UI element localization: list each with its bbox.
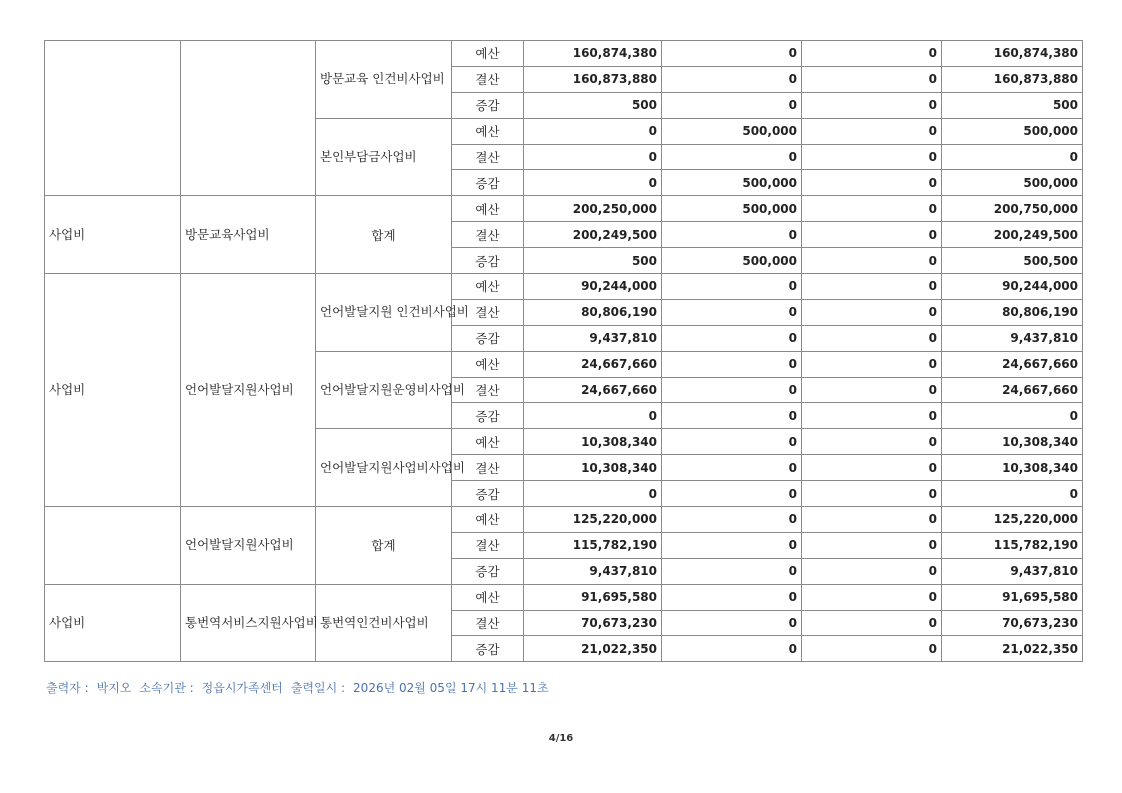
amount-cell: 500,000 [662,118,802,144]
amount-cell: 0 [662,144,802,170]
row-kind: 예산 [452,507,524,533]
row-kind: 결산 [452,610,524,636]
amount-cell: 0 [662,558,802,584]
amount-cell: 24,667,660 [942,377,1083,403]
row-kind: 예산 [452,196,524,222]
amount-cell: 0 [802,584,942,610]
table-row [45,41,1083,67]
amount-cell: 0 [802,299,942,325]
row-kind: 결산 [452,299,524,325]
category-cell [45,41,181,196]
amount-cell: 0 [802,403,942,429]
row-kind: 예산 [452,118,524,144]
amount-cell: 0 [802,377,942,403]
amount-cell: 0 [802,610,942,636]
subcategory-cell: 언어발달지원사업비 [181,274,316,507]
amount-cell: 0 [662,584,802,610]
amount-cell: 115,782,190 [524,532,662,558]
row-kind: 증감 [452,170,524,196]
amount-cell: 200,249,500 [524,222,662,248]
row-kind: 결산 [452,377,524,403]
amount-cell: 0 [802,351,942,377]
table-row [45,507,1083,533]
row-kind: 증감 [452,92,524,118]
amount-cell: 10,308,340 [942,455,1083,481]
amount-cell: 0 [802,274,942,300]
row-kind: 예산 [452,351,524,377]
amount-cell: 0 [524,403,662,429]
table-row [45,274,1083,300]
amount-cell: 500,000 [942,118,1083,144]
total-label-cell: 합계 [316,507,452,585]
amount-cell: 160,874,380 [524,41,662,67]
amount-cell: 9,437,810 [942,558,1083,584]
print-time-value: 2026년 02월 05일 17시 11분 11초 [353,681,549,695]
org-name: 정읍시가족센터 [201,681,283,695]
amount-cell: 500,000 [662,170,802,196]
amount-cell: 21,022,350 [942,636,1083,662]
amount-cell: 200,750,000 [942,196,1083,222]
amount-cell: 0 [524,144,662,170]
row-kind: 증감 [452,558,524,584]
amount-cell: 500,000 [942,170,1083,196]
amount-cell: 0 [802,532,942,558]
amount-cell: 0 [802,196,942,222]
amount-cell: 500,500 [942,248,1083,274]
table-row [45,196,1083,222]
item-name-cell: 언어발달지원운영비사업비 [316,351,452,429]
amount-cell: 0 [662,351,802,377]
amount-cell: 80,806,190 [942,299,1083,325]
amount-cell: 0 [662,507,802,533]
category-cell: 사업비 [45,274,181,507]
print-footer [46,679,549,696]
category-cell: 사업비 [45,196,181,274]
amount-cell: 160,874,380 [942,41,1083,67]
amount-cell: 10,308,340 [942,429,1083,455]
amount-cell: 0 [802,325,942,351]
amount-cell: 500 [524,92,662,118]
row-kind: 예산 [452,41,524,67]
amount-cell: 0 [942,144,1083,170]
amount-cell: 0 [662,429,802,455]
row-kind: 증감 [452,248,524,274]
item-name-cell: 본인부담금사업비 [316,118,452,196]
amount-cell: 91,695,580 [942,584,1083,610]
row-kind: 결산 [452,222,524,248]
amount-cell: 21,022,350 [524,636,662,662]
row-kind: 증감 [452,403,524,429]
amount-cell: 0 [802,170,942,196]
amount-cell: 0 [802,118,942,144]
amount-cell: 10,308,340 [524,455,662,481]
amount-cell: 200,250,000 [524,196,662,222]
amount-cell: 0 [802,636,942,662]
amount-cell: 9,437,810 [524,558,662,584]
amount-cell: 24,667,660 [524,351,662,377]
amount-cell: 0 [802,429,942,455]
subcategory-cell: 언어발달지원사업비 [181,507,316,585]
amount-cell: 200,249,500 [942,222,1083,248]
row-kind: 결산 [452,455,524,481]
amount-cell: 0 [802,481,942,507]
row-kind: 예산 [452,584,524,610]
amount-cell: 91,695,580 [524,584,662,610]
table-row [45,584,1083,610]
category-cell: 사업비 [45,584,181,662]
amount-cell: 0 [802,41,942,67]
row-kind: 증감 [452,481,524,507]
amount-cell: 0 [524,170,662,196]
amount-cell: 115,782,190 [942,532,1083,558]
amount-cell: 0 [802,222,942,248]
amount-cell: 0 [942,481,1083,507]
amount-cell: 0 [802,248,942,274]
row-kind: 결산 [452,144,524,170]
row-kind: 증감 [452,325,524,351]
amount-cell: 90,244,000 [942,274,1083,300]
amount-cell: 0 [662,274,802,300]
amount-cell: 0 [662,532,802,558]
amount-cell: 0 [802,66,942,92]
amount-cell: 0 [662,92,802,118]
item-name-cell: 언어발달지원 인건비사업비 [316,274,452,352]
amount-cell: 160,873,880 [942,66,1083,92]
amount-cell: 125,220,000 [524,507,662,533]
org-label: 소속기관 : [139,681,194,695]
amount-cell: 90,244,000 [524,274,662,300]
category-cell [45,507,181,585]
item-name-cell: 통번역인건비사업비 [316,584,452,662]
subcategory-cell [181,41,316,196]
subcategory-cell: 방문교육사업비 [181,196,316,274]
amount-cell: 0 [662,636,802,662]
amount-cell: 0 [802,455,942,481]
item-name-cell: 방문교육 인건비사업비 [316,41,452,119]
amount-cell: 125,220,000 [942,507,1083,533]
amount-cell: 0 [524,118,662,144]
row-kind: 예산 [452,274,524,300]
page-number: 4/16 [548,733,574,744]
amount-cell: 160,873,880 [524,66,662,92]
amount-cell: 24,667,660 [524,377,662,403]
amount-cell: 500 [942,92,1083,118]
amount-cell: 0 [942,403,1083,429]
amount-cell: 0 [662,41,802,67]
amount-cell: 0 [524,481,662,507]
row-kind: 결산 [452,532,524,558]
amount-cell: 0 [802,507,942,533]
amount-cell: 70,673,230 [942,610,1083,636]
amount-cell: 80,806,190 [524,299,662,325]
amount-cell: 9,437,810 [942,325,1083,351]
amount-cell: 0 [662,481,802,507]
amount-cell: 70,673,230 [524,610,662,636]
amount-cell: 0 [662,455,802,481]
printer-name: 박지오 [96,681,132,695]
amount-cell: 500,000 [662,196,802,222]
amount-cell: 10,308,340 [524,429,662,455]
amount-cell: 0 [802,558,942,584]
print-time-label: 출력일시 : [290,681,346,695]
amount-cell: 24,667,660 [942,351,1083,377]
item-name-cell: 언어발달지원사업비사업비 [316,429,452,507]
budget-sheet [44,40,1083,662]
amount-cell: 0 [662,222,802,248]
row-kind: 결산 [452,66,524,92]
amount-cell: 0 [662,610,802,636]
subcategory-cell: 통번역서비스지원사업비 [181,584,316,662]
amount-cell: 500,000 [662,248,802,274]
amount-cell: 0 [662,403,802,429]
amount-cell: 0 [662,325,802,351]
amount-cell: 500 [524,248,662,274]
printer-label: 출력자 : [46,681,89,695]
amount-cell: 0 [662,66,802,92]
amount-cell: 0 [802,92,942,118]
amount-cell: 0 [662,377,802,403]
row-kind: 증감 [452,636,524,662]
amount-cell: 0 [662,299,802,325]
amount-cell: 9,437,810 [524,325,662,351]
amount-cell: 0 [802,144,942,170]
total-label-cell: 합계 [316,196,452,274]
budget-table [44,40,1083,662]
row-kind: 예산 [452,429,524,455]
